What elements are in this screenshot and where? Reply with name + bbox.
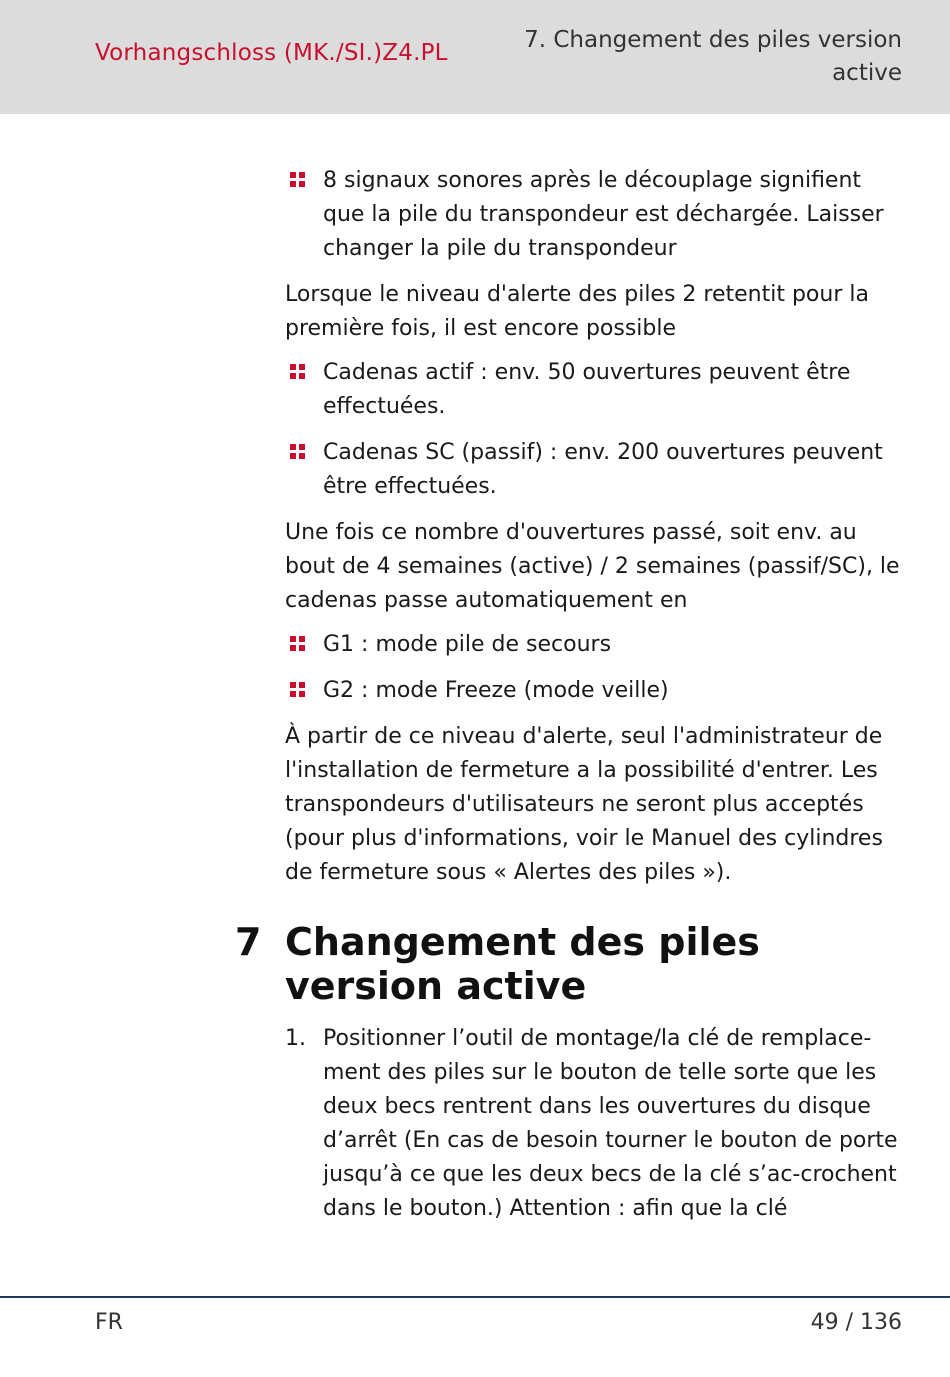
section-title: Changement des piles version active	[285, 920, 760, 1008]
bullet-icon	[290, 682, 305, 697]
list-item-text: G2 : mode Freeze (mode veille)	[323, 678, 669, 703]
footer-language: FR	[95, 1310, 123, 1335]
list-item	[285, 436, 905, 504]
list-item	[285, 164, 905, 266]
footer-divider	[0, 1296, 950, 1298]
page-header	[0, 0, 950, 114]
section-number: 7	[235, 920, 262, 964]
bullet-icon	[290, 172, 305, 187]
list-item	[285, 674, 905, 708]
paragraph: Lorsque le niveau d'alerte des piles 2 retentit pour la première fois, il est encore possible	[285, 282, 869, 341]
bullet-icon	[290, 364, 305, 379]
running-section-title-line2: active	[832, 60, 902, 86]
list-item-text: 8 signaux sonores après le découplage signifient que la pile du transpondeur est déchargée. Laisser changer la pile du transpondeur	[323, 168, 884, 261]
list-item-text: Cadenas SC (passif) : env. 200 ouvertures peuvent être effectuées.	[323, 440, 883, 499]
running-section-title	[502, 24, 902, 90]
list-item-text: G1 : mode pile de secours	[323, 632, 612, 657]
product-name: Vorhangschloss (MK./SI.)Z4.PL	[95, 40, 448, 66]
bullet-icon	[290, 444, 305, 459]
page-number: 49 / 136	[810, 1310, 902, 1335]
bullet-icon	[290, 636, 305, 651]
page-body	[235, 164, 905, 1226]
paragraph: Une fois ce nombre d'ouvertures passé, soit env. au bout de 4 semaines (active) / 2 semaines (passif/SC), le cadenas passe automatiquement en	[285, 520, 900, 613]
step-text: Positionner l’outil de montage/la clé de remplace-ment des piles sur le bouton de telle sorte que les deux becs rentrent dans les ouvertures du disque d’arrêt (En cas de besoin tourner le bouton de porte jusqu’à ce que les deux becs de la clé s’ac-crochent dans le bouton.) Attention : afin que la clé	[323, 1026, 898, 1221]
running-section-title-line1: 7. Changement des piles version	[524, 27, 902, 53]
section-heading	[235, 920, 905, 1008]
list-item	[285, 628, 905, 662]
list-item	[285, 356, 905, 424]
paragraph: À partir de ce niveau d'alerte, seul l'administrateur de l'installation de fermeture a la possibilité d'entrer. Les transpondeurs d'utilisateurs ne seront plus acceptés (pour plus d'informations, voir le Manuel des cylindres de fermeture sous « Alertes des piles »).	[285, 724, 883, 885]
list-item-text: Cadenas actif : env. 50 ouvertures peuvent être effectuées.	[323, 360, 851, 419]
step-number: 1.	[285, 1026, 306, 1051]
numbered-step	[285, 1022, 905, 1226]
